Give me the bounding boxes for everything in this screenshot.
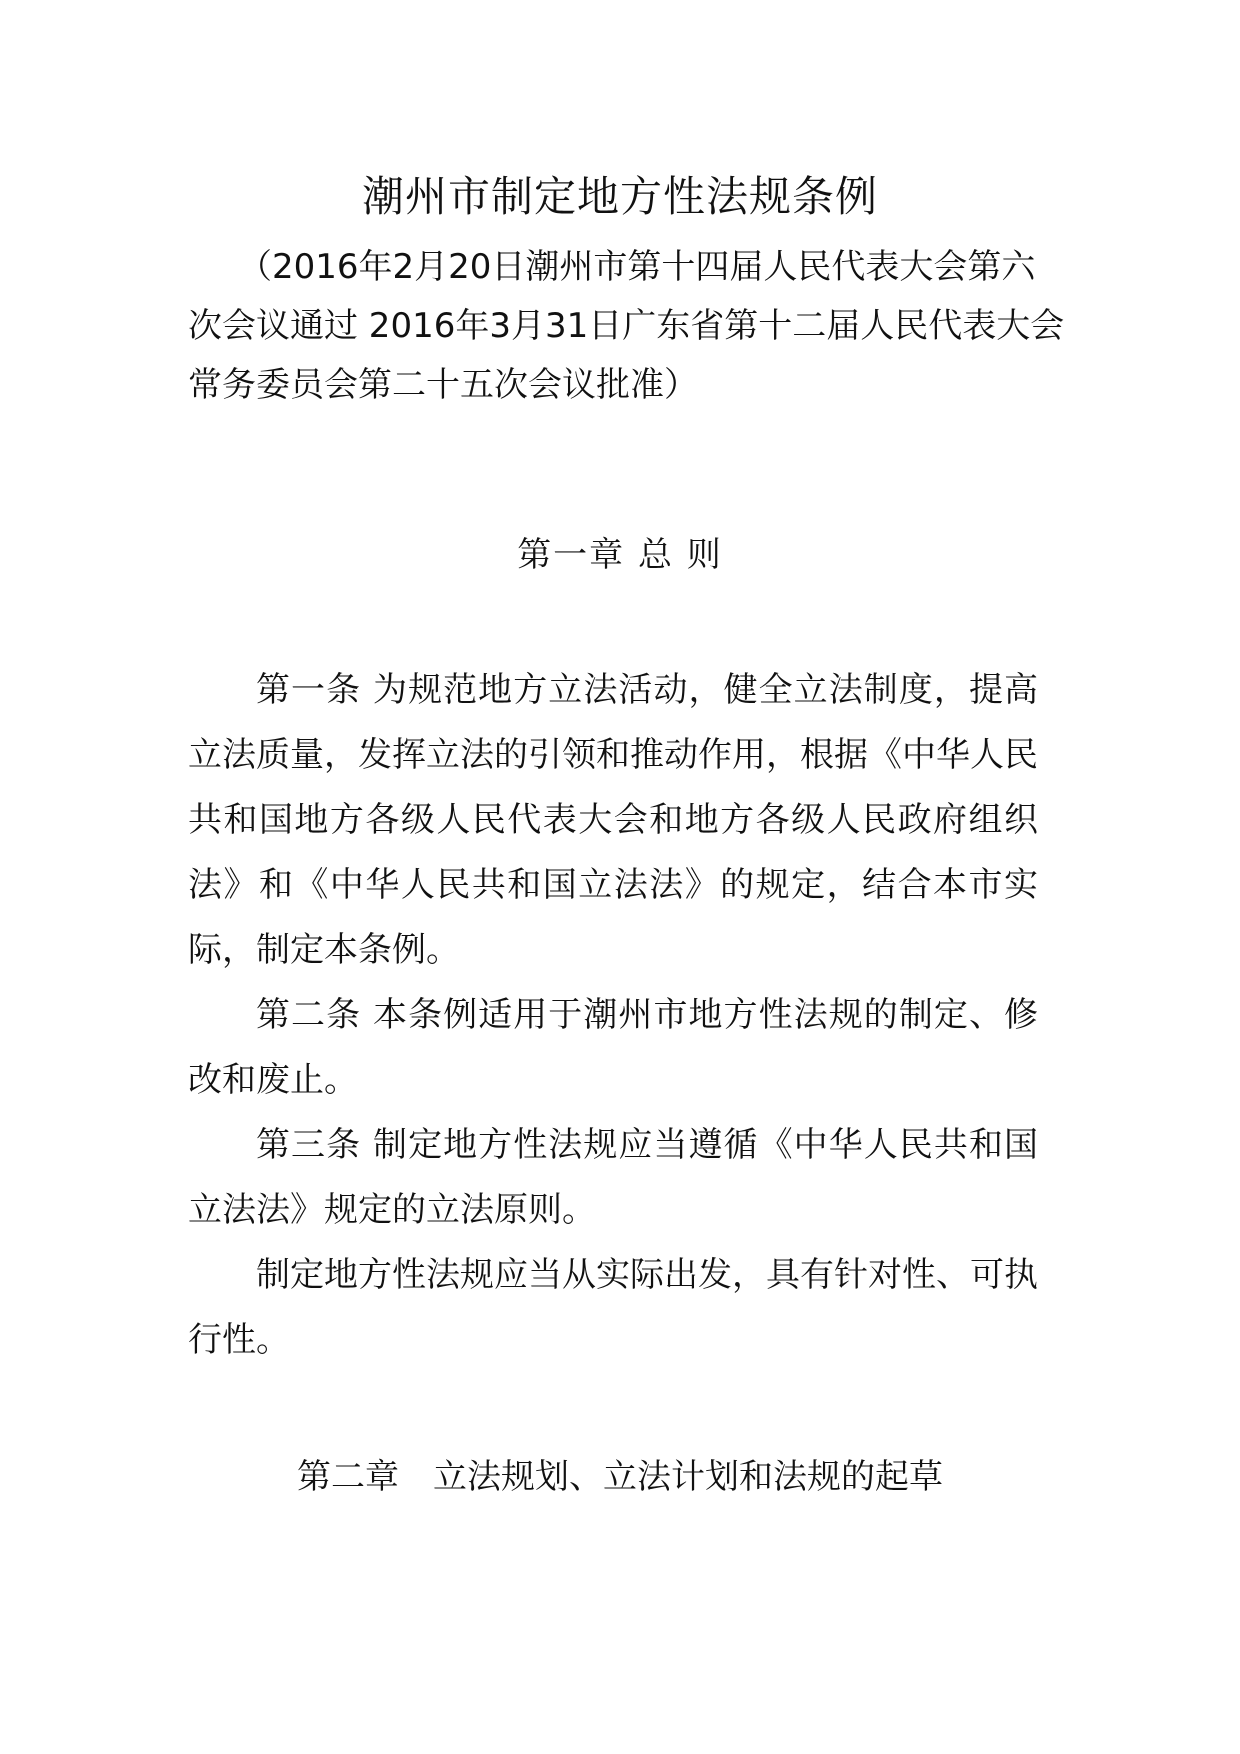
document-title: 潮州市制定地方性法规条例	[361, 172, 878, 221]
article-1: 第一条 为规范地方立法活动，健全立法制度，提高立法质量，发挥立法的引领和推动作用，根据《中华人民共和国地方各级人民代表大会和地方各级人民政府组织法》和《中华人民共和国立法法》的规定，结合本市实际，制定本条例。	[188, 670, 1038, 970]
article-3: 第三条 制定地方性法规应当遵循《中华人民共和国立法法》规定的立法原则。	[188, 1125, 1038, 1230]
adoption-note: （2016年2月20日潮州市第十四届人民代表大会第六次会议通过 2016年3月31日广东省第十二届人民代表大会常务委员会第二十五次会议批准）	[188, 247, 1065, 405]
chapter-2-heading: 第二章 立法规划、立法计划和法规的起草	[297, 1457, 943, 1497]
chapter-1-articles	[188, 658, 1038, 1373]
article-2: 第二条 本条例适用于潮州市地方性法规的制定、修改和废止。	[188, 995, 1038, 1100]
article-3-paragraph-2: 制定地方性法规应当从实际出发，具有针对性、可执行性。	[188, 1255, 1038, 1360]
chapter-1-heading: 第一章 总 则	[517, 535, 723, 575]
